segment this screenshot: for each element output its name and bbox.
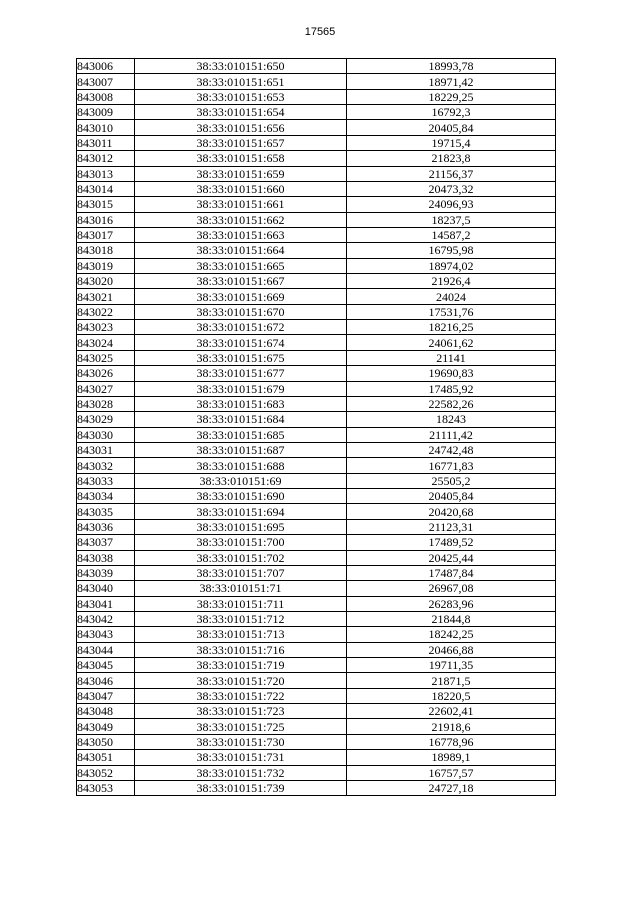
cell-cadastral-number: 38:33:010151:716	[135, 642, 347, 657]
cell-cadastral-number: 38:33:010151:650	[135, 59, 347, 74]
cell-cadastral-number: 38:33:010151:674	[135, 335, 347, 350]
table-row	[77, 396, 556, 411]
table-row	[77, 74, 556, 89]
cell-number: 843027	[77, 381, 135, 396]
table-row	[77, 473, 556, 488]
cell-number: 843020	[77, 274, 135, 289]
table-row	[77, 89, 556, 104]
cell-number: 843034	[77, 489, 135, 504]
table-row	[77, 581, 556, 596]
cell-value: 18243	[347, 412, 556, 427]
cell-number: 843047	[77, 688, 135, 703]
cell-value: 18993,78	[347, 59, 556, 74]
cell-value: 21926,4	[347, 274, 556, 289]
cell-number: 843014	[77, 181, 135, 196]
table-row	[77, 289, 556, 304]
table-row	[77, 366, 556, 381]
cell-cadastral-number: 38:33:010151:722	[135, 688, 347, 703]
table-row	[77, 151, 556, 166]
table-row	[77, 504, 556, 519]
table-row	[77, 565, 556, 580]
cell-value: 18237,5	[347, 212, 556, 227]
table-row	[77, 335, 556, 350]
cell-value: 18974,02	[347, 258, 556, 273]
cell-number: 843040	[77, 581, 135, 596]
table-row	[77, 658, 556, 673]
cell-cadastral-number: 38:33:010151:679	[135, 381, 347, 396]
cell-number: 843030	[77, 427, 135, 442]
cell-cadastral-number: 38:33:010151:731	[135, 750, 347, 765]
cell-cadastral-number: 38:33:010151:683	[135, 396, 347, 411]
table-row	[77, 135, 556, 150]
cell-number: 843041	[77, 596, 135, 611]
cell-value: 19711,35	[347, 658, 556, 673]
cell-cadastral-number: 38:33:010151:672	[135, 320, 347, 335]
table-row	[77, 596, 556, 611]
table-row	[77, 412, 556, 427]
cell-cadastral-number: 38:33:010151:725	[135, 719, 347, 734]
cell-number: 843032	[77, 458, 135, 473]
cell-value: 20466,88	[347, 642, 556, 657]
cell-cadastral-number: 38:33:010151:723	[135, 704, 347, 719]
cell-cadastral-number: 38:33:010151:670	[135, 304, 347, 319]
cell-cadastral-number: 38:33:010151:739	[135, 780, 347, 795]
cell-value: 24096,93	[347, 197, 556, 212]
table-row	[77, 489, 556, 504]
cell-number: 843010	[77, 120, 135, 135]
cell-number: 843042	[77, 611, 135, 626]
cell-value: 20473,32	[347, 181, 556, 196]
cell-number: 843018	[77, 243, 135, 258]
cell-cadastral-number: 38:33:010151:700	[135, 535, 347, 550]
cell-number: 843044	[77, 642, 135, 657]
cell-value: 24742,48	[347, 442, 556, 457]
cell-value: 20420,68	[347, 504, 556, 519]
cell-number: 843011	[77, 135, 135, 150]
cell-cadastral-number: 38:33:010151:707	[135, 565, 347, 580]
cell-number: 843039	[77, 565, 135, 580]
table-row	[77, 688, 556, 703]
table-row	[77, 535, 556, 550]
cell-cadastral-number: 38:33:010151:651	[135, 74, 347, 89]
cell-number: 843031	[77, 442, 135, 457]
cell-value: 18242,25	[347, 627, 556, 642]
table-row	[77, 243, 556, 258]
table-row	[77, 550, 556, 565]
cell-value: 24061,62	[347, 335, 556, 350]
cell-number: 843043	[77, 627, 135, 642]
cell-value: 24727,18	[347, 780, 556, 795]
cell-number: 843037	[77, 535, 135, 550]
cell-cadastral-number: 38:33:010151:687	[135, 442, 347, 457]
table-row	[77, 227, 556, 242]
cell-cadastral-number: 38:33:010151:695	[135, 519, 347, 534]
table-row	[77, 458, 556, 473]
cell-cadastral-number: 38:33:010151:665	[135, 258, 347, 273]
cell-number: 843050	[77, 734, 135, 749]
table-row	[77, 166, 556, 181]
cell-cadastral-number: 38:33:010151:653	[135, 89, 347, 104]
cell-value: 21844,8	[347, 611, 556, 626]
table-row	[77, 734, 556, 749]
cell-number: 843036	[77, 519, 135, 534]
cell-cadastral-number: 38:33:010151:657	[135, 135, 347, 150]
cell-value: 22602,41	[347, 704, 556, 719]
cell-value: 26967,08	[347, 581, 556, 596]
cell-value: 17489,52	[347, 535, 556, 550]
cell-value: 21871,5	[347, 673, 556, 688]
cell-value: 21823,8	[347, 151, 556, 166]
cell-cadastral-number: 38:33:010151:730	[135, 734, 347, 749]
cell-number: 843051	[77, 750, 135, 765]
table-row	[77, 642, 556, 657]
cell-cadastral-number: 38:33:010151:662	[135, 212, 347, 227]
cell-value: 17485,92	[347, 381, 556, 396]
cell-cadastral-number: 38:33:010151:713	[135, 627, 347, 642]
cell-value: 16792,3	[347, 105, 556, 120]
table-row	[77, 258, 556, 273]
table-row	[77, 673, 556, 688]
cell-cadastral-number: 38:33:010151:658	[135, 151, 347, 166]
cell-number: 843009	[77, 105, 135, 120]
cell-cadastral-number: 38:33:010151:711	[135, 596, 347, 611]
cell-value: 17531,76	[347, 304, 556, 319]
cell-value: 16771,83	[347, 458, 556, 473]
cell-value: 25505,2	[347, 473, 556, 488]
cell-cadastral-number: 38:33:010151:694	[135, 504, 347, 519]
table-row	[77, 197, 556, 212]
cell-cadastral-number: 38:33:010151:675	[135, 350, 347, 365]
cell-value: 21918,6	[347, 719, 556, 734]
cell-value: 18989,1	[347, 750, 556, 765]
table-row	[77, 442, 556, 457]
table-row	[77, 611, 556, 626]
cell-value: 19715,4	[347, 135, 556, 150]
cell-cadastral-number: 38:33:010151:685	[135, 427, 347, 442]
cell-value: 20405,84	[347, 489, 556, 504]
table-row	[77, 120, 556, 135]
cell-value: 14587,2	[347, 227, 556, 242]
cell-number: 843015	[77, 197, 135, 212]
cell-number: 843021	[77, 289, 135, 304]
cell-number: 843049	[77, 719, 135, 734]
cell-cadastral-number: 38:33:010151:719	[135, 658, 347, 673]
cell-cadastral-number: 38:33:010151:669	[135, 289, 347, 304]
cell-number: 843048	[77, 704, 135, 719]
table-row	[77, 719, 556, 734]
cell-value: 16795,98	[347, 243, 556, 258]
cell-number: 843052	[77, 765, 135, 780]
table-row	[77, 750, 556, 765]
cell-value: 20425,44	[347, 550, 556, 565]
cell-number: 843025	[77, 350, 135, 365]
table-row	[77, 212, 556, 227]
cell-number: 843006	[77, 59, 135, 74]
table-row	[77, 350, 556, 365]
cell-number: 843024	[77, 335, 135, 350]
cell-value: 24024	[347, 289, 556, 304]
page-number: 17565	[304, 26, 336, 38]
table-row	[77, 519, 556, 534]
cell-cadastral-number: 38:33:010151:664	[135, 243, 347, 258]
cell-cadastral-number: 38:33:010151:667	[135, 274, 347, 289]
cell-number: 843033	[77, 473, 135, 488]
table-row	[77, 274, 556, 289]
cell-cadastral-number: 38:33:010151:684	[135, 412, 347, 427]
cell-number: 843045	[77, 658, 135, 673]
table-row	[77, 704, 556, 719]
cell-number: 843046	[77, 673, 135, 688]
table-row	[77, 304, 556, 319]
cell-number: 843012	[77, 151, 135, 166]
cell-number: 843038	[77, 550, 135, 565]
cell-cadastral-number: 38:33:010151:661	[135, 197, 347, 212]
cell-value: 21156,37	[347, 166, 556, 181]
table-row	[77, 59, 556, 74]
cell-cadastral-number: 38:33:010151:654	[135, 105, 347, 120]
cell-value: 18971,42	[347, 74, 556, 89]
cell-cadastral-number: 38:33:010151:702	[135, 550, 347, 565]
cell-value: 17487,84	[347, 565, 556, 580]
cell-value: 21141	[347, 350, 556, 365]
registry-table	[76, 58, 556, 796]
table-row	[77, 627, 556, 642]
cell-number: 843008	[77, 89, 135, 104]
cell-number: 843026	[77, 366, 135, 381]
cell-value: 21123,31	[347, 519, 556, 534]
cell-number: 843017	[77, 227, 135, 242]
cell-value: 21111,42	[347, 427, 556, 442]
cell-cadastral-number: 38:33:010151:688	[135, 458, 347, 473]
cell-number: 843007	[77, 74, 135, 89]
cell-value: 16757,57	[347, 765, 556, 780]
table-row	[77, 381, 556, 396]
cell-number: 843023	[77, 320, 135, 335]
cell-number: 843029	[77, 412, 135, 427]
cell-value: 26283,96	[347, 596, 556, 611]
cell-number: 843016	[77, 212, 135, 227]
cell-cadastral-number: 38:33:010151:660	[135, 181, 347, 196]
cell-number: 843013	[77, 166, 135, 181]
cell-value: 19690,83	[347, 366, 556, 381]
cell-value: 18216,25	[347, 320, 556, 335]
cell-number: 843019	[77, 258, 135, 273]
table-row	[77, 765, 556, 780]
cell-cadastral-number: 38:33:010151:71	[135, 581, 347, 596]
cell-cadastral-number: 38:33:010151:69	[135, 473, 347, 488]
cell-cadastral-number: 38:33:010151:732	[135, 765, 347, 780]
cell-value: 18220,5	[347, 688, 556, 703]
registry-table-body	[77, 59, 556, 796]
table-row	[77, 181, 556, 196]
cell-cadastral-number: 38:33:010151:656	[135, 120, 347, 135]
cell-number: 843053	[77, 780, 135, 795]
cell-number: 843035	[77, 504, 135, 519]
table-row	[77, 320, 556, 335]
cell-cadastral-number: 38:33:010151:690	[135, 489, 347, 504]
cell-value: 20405,84	[347, 120, 556, 135]
table-row	[77, 427, 556, 442]
cell-cadastral-number: 38:33:010151:663	[135, 227, 347, 242]
cell-number: 843028	[77, 396, 135, 411]
cell-cadastral-number: 38:33:010151:720	[135, 673, 347, 688]
table-row	[77, 780, 556, 795]
table-row	[77, 105, 556, 120]
cell-value: 22582,26	[347, 396, 556, 411]
cell-cadastral-number: 38:33:010151:712	[135, 611, 347, 626]
cell-cadastral-number: 38:33:010151:659	[135, 166, 347, 181]
cell-value: 16778,96	[347, 734, 556, 749]
cell-cadastral-number: 38:33:010151:677	[135, 366, 347, 381]
cell-number: 843022	[77, 304, 135, 319]
cell-value: 18229,25	[347, 89, 556, 104]
